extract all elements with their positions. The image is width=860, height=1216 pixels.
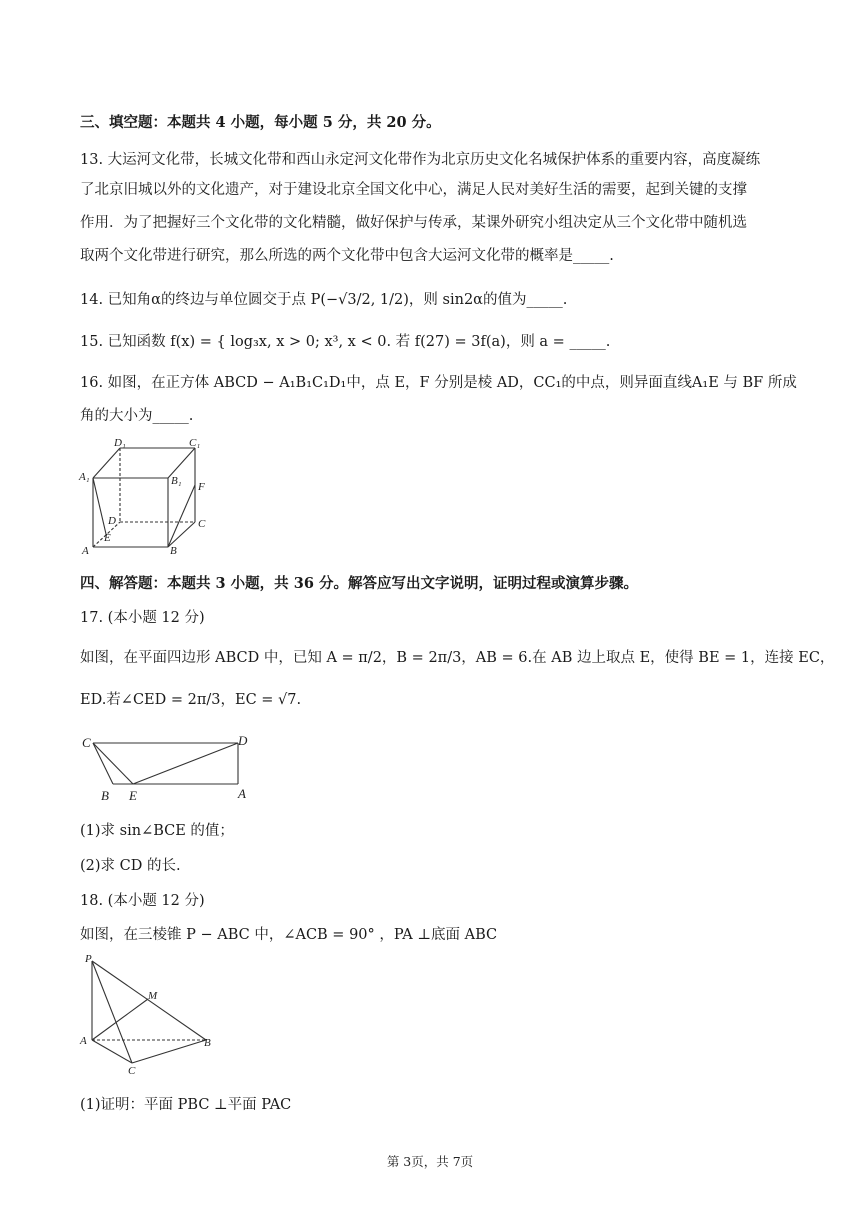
label-C: C [198, 518, 206, 530]
page-footer: 第 3页，共 7页 [386, 1154, 474, 1169]
q17-line-2: ED.若∠CED = 2π/3，EC = √7. [80, 692, 302, 708]
label-A: A [82, 545, 89, 557]
label-C1: C₁ [189, 437, 201, 449]
label-C: C [128, 1065, 136, 1076]
q16-line-1: 16. 如图，在正方体 ABCD − A₁B₁C₁D₁中，点 E，F 分别是棱 AD，CC₁的中点，则异面直线A₁E 与 BF 所成 [80, 375, 797, 391]
q13-line-3: 作用．为了把握好三个文化带的文化精髓，做好保护与传承，某课外研究小组决定从三个文化带中随机选 [80, 215, 747, 231]
q17-part-2: (2)求 CD 的长. [80, 858, 181, 874]
pyramid-figure [78, 952, 218, 1076]
q14-text: 14. 已知角α的终边与单位圆交于点 P(−√3/2, 1/2)，则 sin2α的值为_____. [80, 292, 568, 308]
label-D: D [108, 515, 116, 527]
label-B: B [204, 1037, 211, 1049]
label-A: A [80, 1035, 87, 1047]
q17-line-1: 如图，在平面四边形 ABCD 中，已知 A = π/2，B = 2π/3，AB = 6.在 AB 边上取点 E，使得 BE = 1，连接 EC， [80, 650, 835, 666]
q13-line-1: 13. 大运河文化带，长城文化带和西山永定河文化带作为北京历史文化名城保护体系的重要内容，高度凝练 [80, 152, 761, 168]
label-B1: B₁ [171, 475, 182, 487]
label-M: M [148, 990, 158, 1002]
q15-text: 15. 已知函数 f(x) = { log₃x, x > 0; x³, x < 0. 若 f(27) = 3f(a)，则 a = _____. [80, 334, 611, 350]
q13-line-4: 取两个文化带进行研究，那么所选的两个文化带中包含大运河文化带的概率是_____. [80, 248, 614, 264]
label-E: E [129, 788, 137, 802]
label-F: F [198, 481, 205, 493]
label-B: B [101, 788, 109, 802]
label-A: A [238, 786, 246, 801]
section-3-heading: 三、填空题：本题共 4 小题，每小题 5 分，共 20 分。 [80, 114, 441, 131]
label-C: C [82, 735, 91, 750]
q18-title: 18. (本小题 12 分) [80, 893, 205, 909]
label-D1: D₁ [114, 437, 126, 449]
q17-title: 17. (本小题 12 分) [80, 610, 205, 626]
q16-line-2: 角的大小为_____. [80, 408, 194, 424]
label-B: B [170, 545, 177, 557]
q17-part-1: (1)求 sin∠BCE 的值； [80, 823, 234, 839]
q18-line-1: 如图，在三棱锥 P − ABC 中，∠ACB = 90° ，PA ⊥底面 ABC [80, 927, 498, 943]
label-P: P [85, 953, 92, 965]
q18-part-1: (1)证明：平面 PBC ⊥平面 PAC [80, 1097, 292, 1113]
section-4-heading: 四、解答题：本题共 3 小题，共 36 分。解答应写出文字说明，证明过程或演算步骤。 [80, 575, 638, 592]
label-D: D [238, 733, 248, 748]
quadrilateral-figure [78, 730, 258, 802]
q13-line-2: 了北京旧城以外的文化遗产，对于建设北京全国文化中心，满足人民对美好生活的需要，起到关键的支撑 [80, 182, 747, 198]
cube-figure [78, 436, 214, 560]
label-A1: A₁ [79, 471, 90, 483]
label-E: E [104, 532, 111, 544]
